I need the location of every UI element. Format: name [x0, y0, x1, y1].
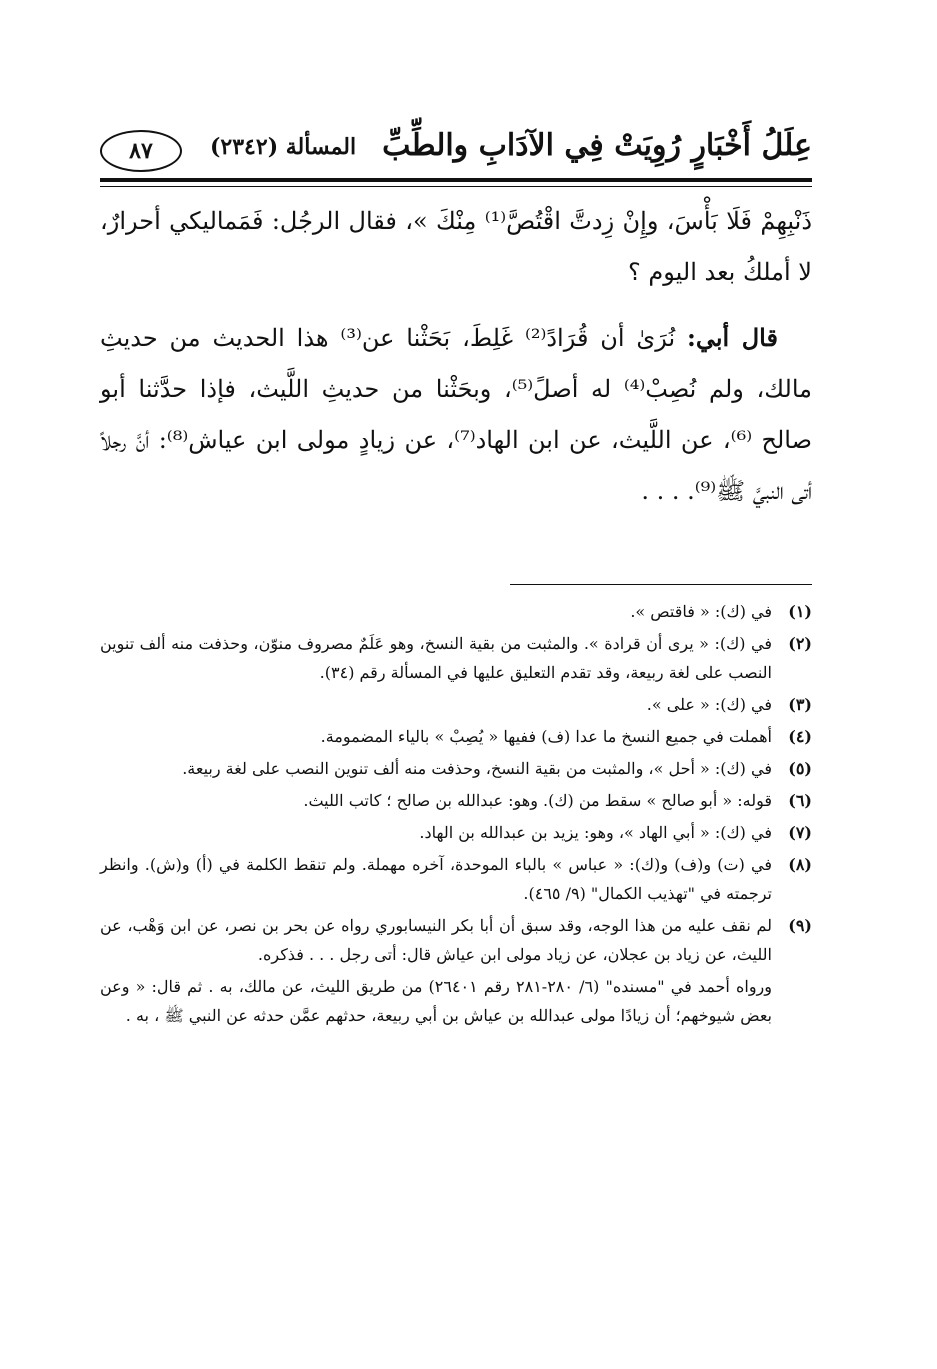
footnote-number: (٦)	[788, 791, 812, 810]
footnote	[100, 754, 812, 783]
footnote-text: في (ك): « يرى أن قرادة ». والمثبت من بقية النسخ، وهو عَلَمٌ مصروف منوّن، وحذفت منه ألف تنوين النصب على لغة ربيعة، وقد تقدم التعليق عليها في المسألة رقم (٣٤).	[100, 634, 772, 682]
footnote	[100, 597, 812, 626]
footnote-number: (٤)	[788, 727, 812, 746]
footnote-text: في (ك): « على ».	[646, 695, 772, 714]
footnote-number: (٢)	[788, 634, 812, 653]
paragraph-2	[100, 312, 812, 517]
footnote	[100, 786, 812, 815]
footnote-number: (٥)	[788, 759, 812, 778]
footnote-text: في (ك): « أحل »، والمثبت من بقية النسخ، وحذفت منه ألف تنوين النصب على لغة ربيعة.	[182, 759, 772, 778]
footnote-text: في (ت) و(ف) و(ك): « عباس » بالباء الموحدة، آخره مهملة. ولم تنقط الكلمة في (أ) و(ش). وانظر ترجمته في "تهذيب الكمال" (٩/ ٤٦٥).	[100, 855, 773, 903]
footnote	[100, 850, 812, 908]
footnote-text: لم نقف عليه من هذا الوجه، وقد سبق أن أبا بكر النيسابوري رواه عن بحر بن نصر، عن ابن وَهْب، عن الليث، عن زياد بن عجلان، عن زياد مولى ابن عياش قال: أتى رجل . . . فذكره.	[100, 916, 772, 964]
footnote	[100, 629, 812, 687]
page-number: ٨٧	[100, 130, 182, 172]
footnote-separator	[510, 584, 812, 585]
header-rule-thin	[100, 186, 812, 187]
footnotes	[100, 597, 812, 1030]
paragraph-1: ذَنْبِهِمْ فَلَا بَأْسَ، وإِنْ زِدتَّ اقْتُصَّ⁽¹⁾ مِنْكَ »، فقال الرجُل: فَمَماليكي أحرارٌ، لا أملكُ بعد اليوم ؟	[100, 207, 813, 286]
running-title: عِلَلُ أَخْبَارٍ رُوِيَتْ فِي الآدَابِ والطِّبِّ	[382, 128, 812, 163]
footnote-text: في (ك): « فاقتص ».	[630, 602, 772, 621]
footnote	[100, 690, 812, 719]
footnote-number: (٩)	[788, 916, 812, 935]
footnote-number: (٨)	[788, 855, 812, 874]
footnote	[100, 818, 812, 847]
paragraph-2-text: نُرَىٰ أن قُرَادً⁽²⁾ غَلِطَ، بَحَثْنا عن⁽³⁾ هذا الحديث من حديثِ مالك، ولم نُصِبْ⁽⁴⁾ له أصلً⁽⁵⁾، وبحَثْنا من حديثِ اللَّيث، فإذا حدَّثنا أبو صالح ⁽⁶⁾، عن اللَّيث، عن ابن الهاد⁽⁷⁾، عن زيادٍ مولى ابن عياش⁽⁸⁾: أنَّ رجلاً أتى النبيَّ ﷺ⁽⁹⁾. . . .	[100, 324, 812, 505]
footnote-number: (٧)	[788, 823, 812, 842]
footnote-text: أهملت في جميع النسخ ما عدا (ف) ففيها « يُصِبْ » بالياء المضمومة.	[320, 727, 772, 746]
main-text	[100, 196, 812, 517]
footnote-number: (١)	[788, 602, 812, 621]
footnote-number: (٣)	[788, 695, 812, 714]
paragraph-2-lead: قال أبي:	[686, 323, 778, 352]
footnote-text: في (ك): « أبي الهاد »، وهو: يزيد بن عبدالله بن الهاد.	[419, 823, 772, 842]
footnote-text: قوله: « أبو صالح » سقط من (ك). وهو: عبدالله بن صالح ؛ كاتب الليث.	[303, 791, 772, 810]
footnote	[100, 722, 812, 751]
page-header	[100, 122, 812, 184]
issue-number: المسألة (٢٣٤٢)	[210, 134, 357, 160]
footnote-continuation: ورواه أحمد في "مسنده" (٦/ ٢٨٠-٢٨١ رقم ٢٦٤٠١) من طريق الليث، عن مالك، به . ثم قال: « وعن بعض شيوخهم؛ أن زيادًا مولى عبدالله بن عياش بن أبي ربيعة، حدثهم عمَّن حدثه عن النبي ﷺ ، به .	[100, 977, 773, 1025]
header-rule-thick	[100, 178, 812, 182]
footnote	[100, 911, 812, 969]
